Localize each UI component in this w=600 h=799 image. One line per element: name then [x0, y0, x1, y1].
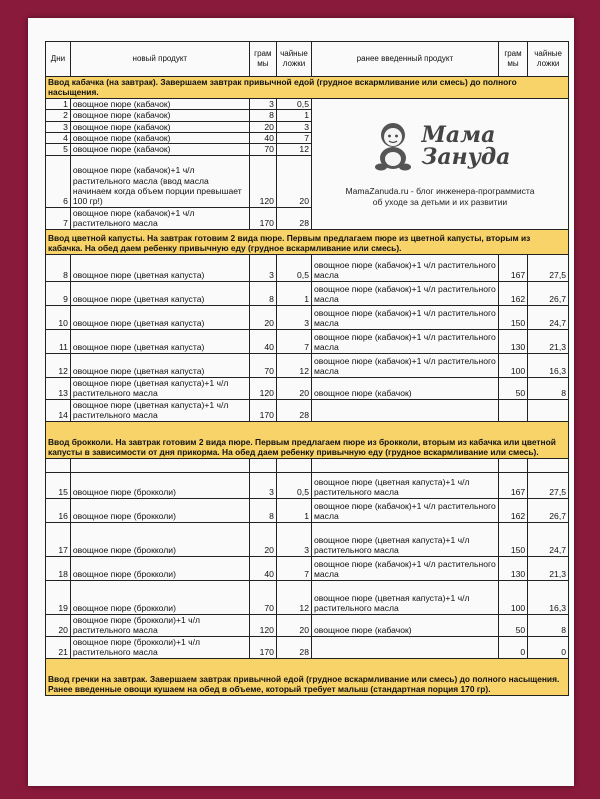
spoons-cell: 7	[276, 329, 311, 353]
grams-cell: 20	[249, 121, 276, 132]
prev-grams-cell: 162	[498, 498, 527, 522]
prev-grams-cell: 50	[498, 377, 527, 399]
grams-cell: 120	[249, 377, 276, 399]
prev-spoons-cell: 26,7	[528, 281, 569, 305]
header-new-product: новый продукт	[70, 42, 249, 77]
prev-grams-cell: 150	[498, 305, 527, 329]
product-cell: овощное пюре (кабачок)	[70, 144, 249, 155]
section-header-zucchini: Ввод кабачка (на завтрак). Завершаем завтрак привычной едой (грудное вскармливание или смесь) до полного насыщения.	[46, 77, 569, 99]
prev-product-cell: овощное пюре (кабачок)+1 ч/л растительного масла	[311, 281, 498, 305]
day-cell: 19	[46, 580, 71, 614]
prev-product-cell	[311, 399, 498, 421]
prev-spoons-cell: 8	[528, 377, 569, 399]
grams-cell: 20	[249, 522, 276, 556]
table-row	[46, 614, 569, 636]
product-cell: овощное пюре (кабачок)	[70, 110, 249, 121]
header-prev-grams: грам мы	[498, 42, 527, 77]
table-row	[46, 254, 569, 281]
spoons-cell: 0,5	[276, 254, 311, 281]
product-cell: овощное пюре (брокколи)+1 ч/л растительного масла	[70, 636, 249, 658]
prev-spoons-cell: 24,7	[528, 522, 569, 556]
spoons-cell: 28	[276, 399, 311, 421]
product-cell: овощное пюре (брокколи)+1 ч/л растительного масла	[70, 614, 249, 636]
table-row	[46, 281, 569, 305]
product-cell: овощное пюре (цветная капуста)+1 ч/л растительного масла	[70, 399, 249, 421]
product-cell: овощное пюре (брокколи)	[70, 580, 249, 614]
day-cell: 15	[46, 472, 71, 498]
prev-product-cell: овощное пюре (кабачок)+1 ч/л растительного масла	[311, 556, 498, 580]
spacer-row	[46, 458, 569, 472]
feeding-schedule-table	[45, 41, 569, 696]
section-header-broccoli: Ввод брокколи. На завтрак готовим 2 вида пюре. Первым предлагаем пюре из брокколи, вторым из кабачка или цветной капусты в зависимости от дня прикорма. На обед даем ребенку привычную еду (грудное вскармливание или смесь).	[46, 421, 569, 458]
grams-cell: 3	[249, 98, 276, 109]
header-grams: грам мы	[249, 42, 276, 77]
grams-cell: 3	[249, 254, 276, 281]
day-cell: 17	[46, 522, 71, 556]
product-cell: овощное пюре (кабачок)+1 ч/л растительного масла	[70, 207, 249, 229]
prev-spoons-cell: 27,5	[528, 254, 569, 281]
spoons-cell: 3	[276, 121, 311, 132]
day-cell: 12	[46, 353, 71, 377]
logo-word-zanuda: Зануда	[421, 143, 511, 170]
prev-spoons-cell: 21,3	[528, 329, 569, 353]
prev-grams-cell: 167	[498, 472, 527, 498]
product-cell: овощное пюре (кабачок)	[70, 98, 249, 109]
grams-cell: 170	[249, 636, 276, 658]
brand-block	[311, 98, 568, 229]
grams-cell: 3	[249, 472, 276, 498]
prev-spoons-cell	[528, 399, 569, 421]
table-row	[46, 377, 569, 399]
spoons-cell: 20	[276, 377, 311, 399]
header-row	[46, 42, 569, 77]
product-cell: овощное пюре (брокколи)	[70, 522, 249, 556]
grams-cell: 40	[249, 133, 276, 144]
prev-product-cell: овощное пюре (кабачок)+1 ч/л растительного масла	[311, 329, 498, 353]
table-row	[46, 636, 569, 658]
section-header-buckwheat: Ввод гречки на завтрак. Завершаем завтрак привычной едой (грудное вскармливание или смесь) до полного насыщения. Ранее введенные овощи кушаем на обед в объеме, который требует малыш (стандартная порция 170 гр).	[46, 658, 569, 695]
day-cell: 21	[46, 636, 71, 658]
spoons-cell: 1	[276, 110, 311, 121]
prev-product-cell: овощное пюре (кабачок)	[311, 377, 498, 399]
day-cell: 11	[46, 329, 71, 353]
product-cell: овощное пюре (цветная капуста)	[70, 281, 249, 305]
table-row	[46, 472, 569, 498]
day-cell: 10	[46, 305, 71, 329]
day-cell: 4	[46, 133, 71, 144]
prev-spoons-cell: 16,3	[528, 353, 569, 377]
spoons-cell: 28	[276, 636, 311, 658]
prev-product-cell: овощное пюре (кабачок)+1 ч/л растительного масла	[311, 254, 498, 281]
spoons-cell: 12	[276, 353, 311, 377]
prev-grams-cell: 100	[498, 353, 527, 377]
spoons-cell: 12	[276, 144, 311, 155]
spoons-cell: 1	[276, 498, 311, 522]
grams-cell: 20	[249, 305, 276, 329]
day-cell: 8	[46, 254, 71, 281]
spoons-cell: 3	[276, 522, 311, 556]
table-row	[46, 580, 569, 614]
grams-cell: 120	[249, 614, 276, 636]
grams-cell: 40	[249, 329, 276, 353]
grams-cell: 8	[249, 281, 276, 305]
day-cell: 20	[46, 614, 71, 636]
logo-word-mama: Мама	[421, 121, 496, 148]
grams-cell: 170	[249, 207, 276, 229]
prev-grams-cell: 50	[498, 614, 527, 636]
table-row	[46, 399, 569, 421]
spoons-cell: 1	[276, 281, 311, 305]
product-cell: овощное пюре (цветная капуста)+1 ч/л растительного масла	[70, 377, 249, 399]
prev-spoons-cell: 8	[528, 614, 569, 636]
day-cell: 6	[46, 155, 71, 207]
table-row	[46, 498, 569, 522]
product-cell: овощное пюре (кабачок)	[70, 133, 249, 144]
prev-spoons-cell: 16,3	[528, 580, 569, 614]
brand-logo	[314, 120, 566, 172]
table-row	[46, 305, 569, 329]
baby-mascot-icon	[370, 120, 416, 172]
grams-cell: 8	[249, 498, 276, 522]
spoons-cell: 7	[276, 133, 311, 144]
product-cell: овощное пюре (кабачок)+1 ч/л растительного масла (ввод масла начинаем когда объем порции превышает 100 гр!)	[70, 155, 249, 207]
product-cell: овощное пюре (брокколи)	[70, 472, 249, 498]
spoons-cell: 28	[276, 207, 311, 229]
prev-spoons-cell: 24,7	[528, 305, 569, 329]
spoons-cell: 3	[276, 305, 311, 329]
product-cell: овощное пюре (цветная капуста)	[70, 305, 249, 329]
prev-spoons-cell: 0	[528, 636, 569, 658]
header-prev-spoons: чайные ложки	[528, 42, 569, 77]
product-cell: овощное пюре (цветная капуста)	[70, 353, 249, 377]
prev-product-cell	[311, 636, 498, 658]
prev-product-cell: овощное пюре (цветная капуста)+1 ч/л растительного масла	[311, 522, 498, 556]
grams-cell: 70	[249, 580, 276, 614]
product-cell: овощное пюре (брокколи)	[70, 498, 249, 522]
prev-grams-cell: 0	[498, 636, 527, 658]
grams-cell: 8	[249, 110, 276, 121]
spoons-cell: 20	[276, 155, 311, 207]
prev-product-cell: овощное пюре (цветная капуста)+1 ч/л растительного масла	[311, 472, 498, 498]
spoons-cell: 12	[276, 580, 311, 614]
product-cell: овощное пюре (кабачок)	[70, 121, 249, 132]
grams-cell: 70	[249, 144, 276, 155]
spoons-cell: 7	[276, 556, 311, 580]
table-row	[46, 98, 569, 109]
day-cell: 18	[46, 556, 71, 580]
spoons-cell: 20	[276, 614, 311, 636]
day-cell: 1	[46, 98, 71, 109]
header-spoons: чайные ложки	[276, 42, 311, 77]
table-row	[46, 353, 569, 377]
prev-spoons-cell: 27,5	[528, 472, 569, 498]
product-cell: овощное пюре (цветная капуста)	[70, 329, 249, 353]
day-cell: 3	[46, 121, 71, 132]
grams-cell: 70	[249, 353, 276, 377]
section-header-cauliflower: Ввод цветной капусты. На завтрак готовим 2 вида пюре. Первым предлагаем пюре из цветной капусты, вторым из кабачка. На обед даем ребенку привычную еду (грудное вскармливание или смесь).	[46, 229, 569, 254]
grams-cell: 40	[249, 556, 276, 580]
day-cell: 16	[46, 498, 71, 522]
table-row	[46, 522, 569, 556]
prev-product-cell: овощное пюре (цветная капуста)+1 ч/л растительного масла	[311, 580, 498, 614]
prev-grams-cell: 150	[498, 522, 527, 556]
day-cell: 7	[46, 207, 71, 229]
prev-grams-cell: 130	[498, 556, 527, 580]
day-cell: 14	[46, 399, 71, 421]
prev-spoons-cell: 21,3	[528, 556, 569, 580]
prev-grams-cell: 162	[498, 281, 527, 305]
prev-product-cell: овощное пюре (кабачок)+1 ч/л растительного масла	[311, 305, 498, 329]
prev-product-cell: овощное пюре (кабачок)	[311, 614, 498, 636]
brand-tagline-line2: об уходе за детьми и их развитии	[372, 196, 508, 207]
product-cell: овощное пюре (цветная капуста)	[70, 254, 249, 281]
grams-cell: 170	[249, 399, 276, 421]
prev-product-cell: овощное пюре (кабачок)+1 ч/л растительного масла	[311, 353, 498, 377]
prev-grams-cell: 100	[498, 580, 527, 614]
header-prev-product: ранее введенный продукт	[311, 42, 498, 77]
day-cell: 5	[46, 144, 71, 155]
spoons-cell: 0,5	[276, 472, 311, 498]
prev-grams-cell: 130	[498, 329, 527, 353]
prev-product-cell: овощное пюре (кабачок)+1 ч/л растительного масла	[311, 498, 498, 522]
table-row	[46, 556, 569, 580]
spoons-cell: 0,5	[276, 98, 311, 109]
prev-spoons-cell: 26,7	[528, 498, 569, 522]
day-cell: 2	[46, 110, 71, 121]
header-day: Дни	[46, 42, 71, 77]
product-cell: овощное пюре (брокколи)	[70, 556, 249, 580]
grams-cell: 120	[249, 155, 276, 207]
prev-grams-cell	[498, 399, 527, 421]
brand-tagline-line1: MamaZanuda.ru - блог инженера-программиста	[345, 185, 535, 196]
day-cell: 9	[46, 281, 71, 305]
prev-grams-cell: 167	[498, 254, 527, 281]
printed-sheet	[28, 18, 574, 786]
table-row	[46, 329, 569, 353]
day-cell: 13	[46, 377, 71, 399]
